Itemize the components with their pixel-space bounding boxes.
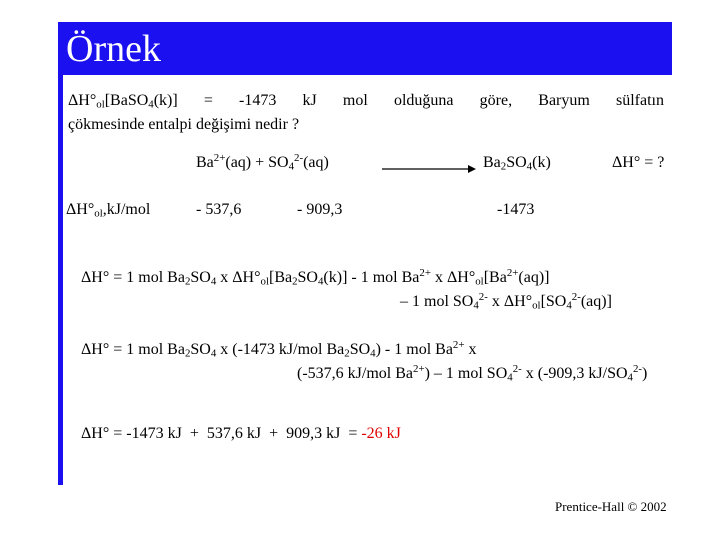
copyright-footer: Prentice-Hall © 2002	[555, 499, 667, 514]
question-word: sülfatın	[615, 92, 664, 109]
reactants: $Ba^{2+}(aq) + SO_4^{2-}(aq)$	[196, 152, 329, 173]
slide-title: Örnek	[66, 28, 161, 70]
product-formation-value: -1473	[497, 201, 535, 218]
question-line-1	[68, 91, 664, 111]
product: $Ba_2SO_4(k)$	[483, 154, 551, 173]
question-word: -1473	[239, 92, 277, 109]
equation-3: ΔH° = -1473 kJ + 537,6 kJ + 909,3 kJ = -26 kJ	[81, 425, 401, 442]
title-bar	[58, 22, 672, 75]
equation-1-line-1: ΔH° = 1 mol $Ba_2SO_4$ x $\Delta H^\circ_{ol}[Ba_2SO_4(k)] - 1$ mol $Ba^{2+}$ x $\Delta H^\circ_{ol}[Ba^{2+}(aq)]$	[81, 267, 550, 288]
question-line-2: çökmesinde entalpi değişimi nedir ?	[68, 116, 300, 133]
question-word: göre,	[479, 92, 513, 109]
so4-formation-value: - 909,3	[297, 201, 343, 218]
equation-2-line-2: (-537,6 kJ/mol $Ba^{2+}) - 1$ mol $SO_4^{2-}$ x (-909,3 $kJ/SO_4^{2-}$)	[297, 363, 648, 384]
question-word: =	[203, 92, 213, 109]
left-accent-rule	[58, 75, 63, 485]
ba-formation-value: - 537,6	[196, 201, 242, 218]
question-word: mol	[342, 92, 368, 109]
question-word: $\Delta H^\circ_{ol}[BaSO_4(k)]$	[68, 92, 178, 111]
reaction-arrow-icon	[382, 163, 476, 175]
delta-h-question: ΔH° = ?	[612, 154, 665, 171]
question-word: Baryum	[538, 92, 590, 109]
equation-1-line-2: – 1 mol $SO_4^{2-}$ x $\Delta H^\circ_{ol}[SO_4^{2-}(aq)]$	[400, 291, 612, 312]
question-word: olduğuna	[393, 92, 454, 109]
formation-label: $\Delta H^\circ_{ol},kJ$/mol	[66, 201, 151, 220]
final-answer: -26 kJ	[361, 425, 401, 442]
equation-2-line-1: ΔH° = 1 mol $Ba_2SO_4$ x (-1473 kJ/mol $Ba_2SO_4) - 1$ mol $Ba^{2+}$ x	[81, 339, 477, 360]
question-word: kJ	[302, 92, 317, 109]
